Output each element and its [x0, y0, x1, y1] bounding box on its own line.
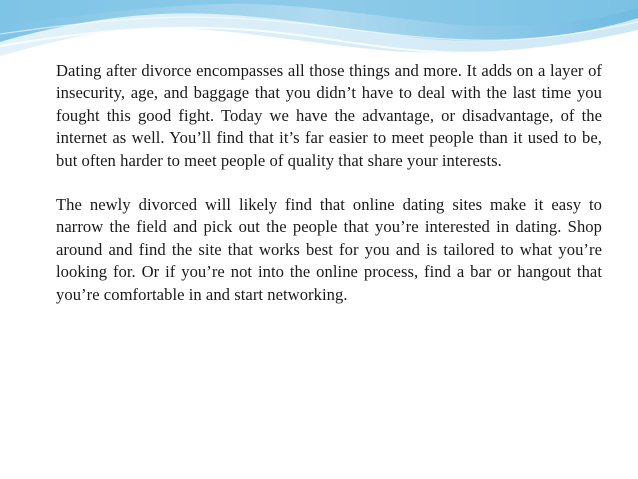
body-text [56, 60, 602, 306]
paragraph-1: Dating after divorce encompasses all those things and more. It adds on a layer of insecurity, age, and baggage that you didn’t have to deal with the last time you fought this good fight. Today we have the advantage, or disadvantage, of the internet as well. You’ll find that it’s far easier to meet people than it used to be, but often harder to meet people of quality that share your interests. [56, 61, 602, 170]
paragraph-2: The newly divorced will likely find that online dating sites make it easy to narrow the field and pick out the people that you’re interested in dating. Shop around and find the site that works best for you and is tailored to what you’re looking for. Or if you’re not into the online process, find a bar or hangout that you’re comfortable in and start networking. [56, 195, 602, 304]
